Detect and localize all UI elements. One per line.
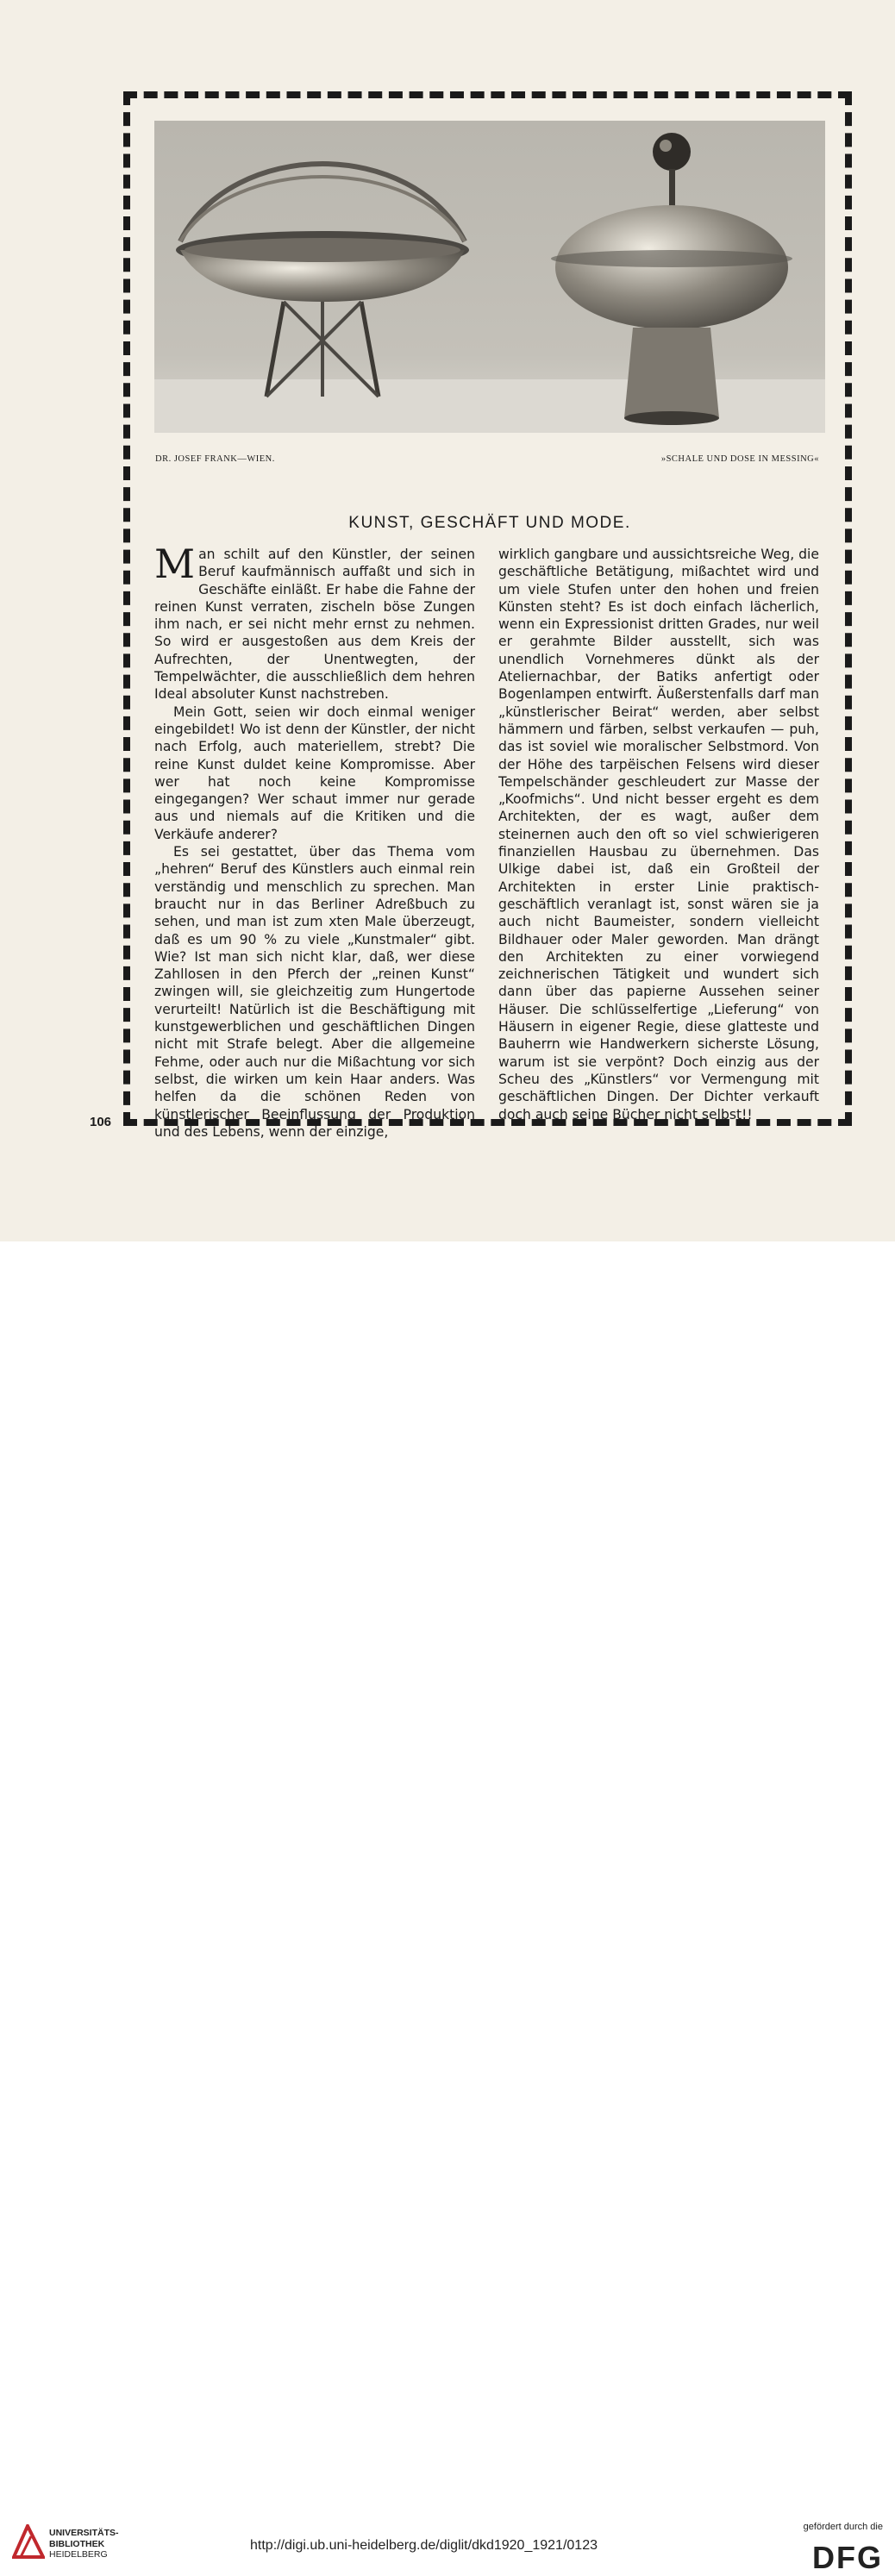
- drop-cap: M: [154, 541, 196, 587]
- paragraph: Man schilt auf den Künstler, der seinen Beruf kaufmännisch auffaßt und sich in Geschäfte einläßt. Er habe die Fahne der reinen Kunst verraten, zischeln böse Zungen ihm nach, er sei nicht mehr ernst zu nehmen. So wird er ausgestoßen aus dem Kreis der Aufrechten, der Unentwegten, der Tempelwächter, die ausschließlich dem hehren Ideal absoluter Kunst nachstreben.: [154, 541, 475, 703]
- article-column-right: [498, 546, 819, 1123]
- page-scan: [0, 0, 895, 1241]
- article-title: KUNST, GESCHÄFT UND MODE.: [348, 514, 631, 532]
- permalink-url[interactable]: http://digi.ub.uni-heidelberg.de/diglit/dkd1920_1921/0123: [250, 2538, 598, 2553]
- page-number: 106: [90, 1115, 112, 1129]
- dfg-logo: DFG: [812, 2540, 883, 2575]
- article-column-left: [154, 541, 475, 1141]
- photo-caption-author: DR. JOSEF FRANK—WIEN.: [155, 454, 275, 464]
- funding-note: gefördert durch die: [803, 2522, 883, 2532]
- photo-caption-title: »SCHALE UND DOSE IN MESSING«: [660, 454, 819, 464]
- paragraph: Mein Gott, seien wir doch einmal weniger eingebildet! Wo ist denn der Künstler, der nicht nach Erfolg, auch materiellem, strebt? Die reine Kunst duldet keine Kompromisse. Aber wer hat noch keine Kompromisse eingegangen? Wer schaut immer nur gerade aus und niemals auf die Kritiken und die Verkäufe anderer?: [154, 703, 475, 842]
- brass-objects-photo: [154, 121, 825, 433]
- paragraph: wirklich gangbare und aussichtsreiche Weg, die geschäftliche Betätigung, mißachtet wird und um viele Stufen unter den hohen und freien Künsten steht? Es ist doch einfach lächerlich, wenn ein Expressionist dritten Grades, nur weil er gerahmte Bilder ausstellt, sich was unendlich Vornehmeres dünkt als der Ateliernachbar, der Batiks anfertigt oder Bogenlampen entwirft. Äußerstenfalls darf man „künstlerischer Beirat“ werden, aber selbst hämmern und färben, selbst verkaufen — puh, das ist soviel wie moralischer Selbstmord. Von der Höhe des tarpëischen Felsens wird dieser Tempelschänder geschleudert zur Masse der „Koofmichs“. Und nicht besser ergeht es dem Architekten, der es wagt, außer dem steinernen auch den oft so viel schwierigeren finanziellen Hausbau zu übernehmen. Das Ulkige dabei ist, daß ein Großteil der Architekten in erster Linie praktisch-geschäftlich veranlagt ist, sonst wären sie ja auch nicht Baumeister, sondern vielleicht Bildhauer oder Maler geworden. Man drängt den Architekten zu einer vorwiegend zeichnerischen Tätigkeit und wundert sich dann über das papierne Aussehen seiner Häuser. Die schlüsselfertige „Lieferung“ von Häusern in eigener Regie, diese glatteste und Bauherrn wie Handwerkern sicherste Lösung, warum ist sie verpönt? Doch einzig aus der Scheu des „Künstlers“ vor Vermengung mit geschäftlichen Dingen. Der Dichter verkauft doch auch seine Bücher nicht selbst!!: [498, 547, 819, 1122]
- paragraph: Es sei gestattet, über das Thema vom „hehren“ Beruf des Künstlers auch einmal rein verständig und menschlich zu sprechen. Man braucht nur in das Berliner Adreßbuch zu sehen, und man ist zum xten Male überzeugt, daß es um 90 % zu viele „Kunstmaler“ gibt. Wie? Ist man sich nicht klar, daß, wer diese Zahllosen in den Pferch der „reinen Kunst“ zwingen will, sie gleichzeitig zum Hungertode verurteilt! Natürlich ist die Beschäftigung mit kunstgewerblichen und geschäftlichen Dingen nicht mit Strafe belegt. Aber die allgemeine Fehme, oder auch nur die Mißachtung vor sich selbst, die wirken um kein Haar anders. Was helfen da die schönen Reden von künstlerischer Beeinflussung der Produktion und des Lebens, wenn der einzige,: [154, 844, 475, 1140]
- digitization-footer: [0, 1241, 895, 2575]
- photo-schale-und-dose: [154, 121, 825, 433]
- library-name: UNIVERSITÄTS- BIBLIOTHEK HEIDELBERG: [49, 2528, 119, 2560]
- university-library-logo-icon: [12, 2524, 45, 2559]
